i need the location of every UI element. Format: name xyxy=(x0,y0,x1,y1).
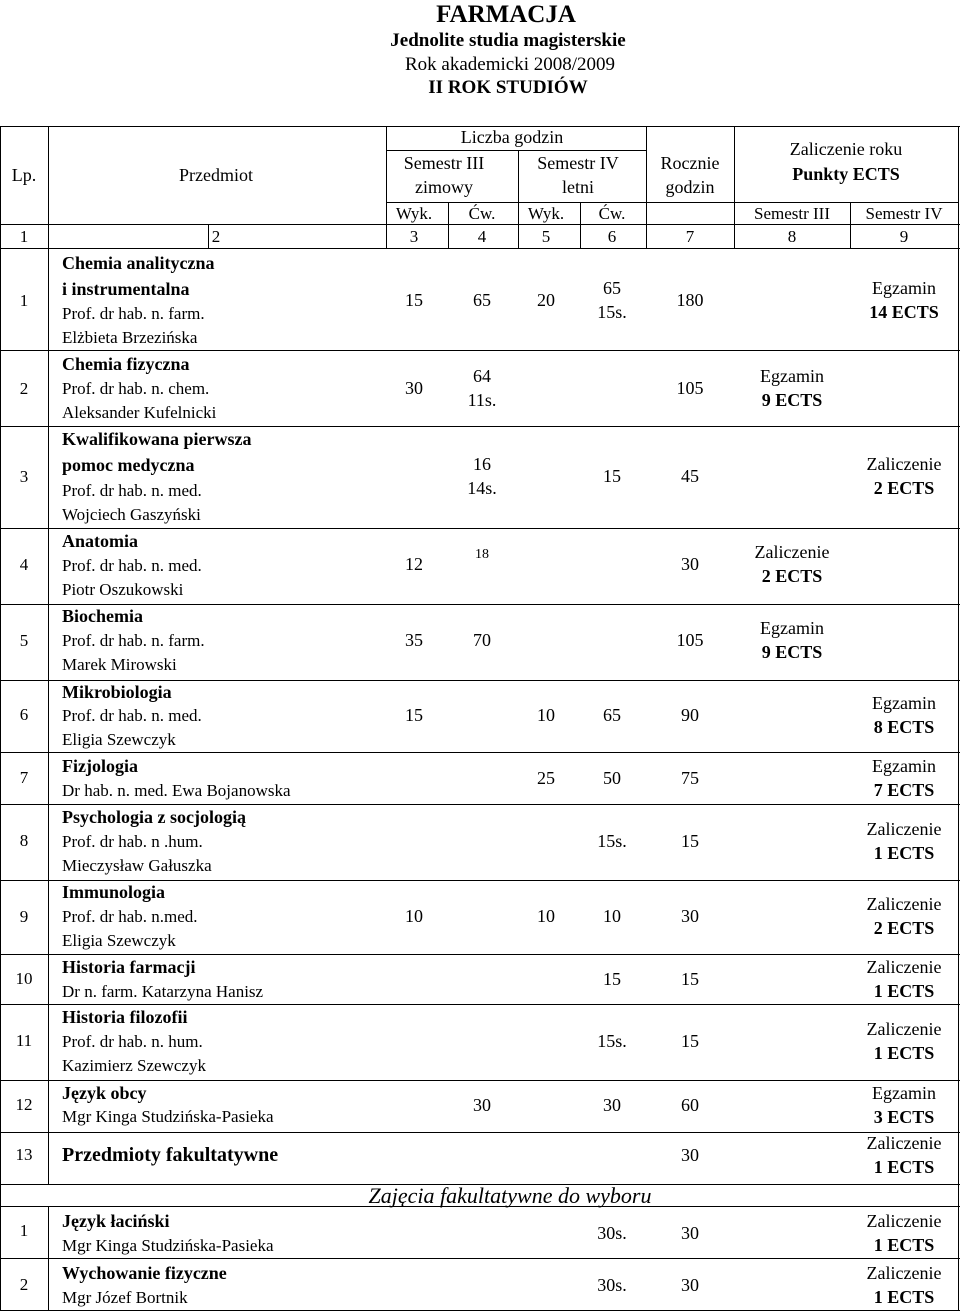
subject-name: Anatomia xyxy=(62,531,138,551)
teacher-name: Dr hab. n. med. Ewa Bojanowska xyxy=(62,781,291,800)
hours-value: 10 xyxy=(537,906,555,926)
credit-type: Zaliczenie xyxy=(754,542,830,562)
teacher-name: Mgr Kinga Studzińska-Pasieka xyxy=(62,1107,274,1126)
col-credit-sem3: Semestr III xyxy=(753,204,831,223)
credit-ects: 7 ECTS xyxy=(873,780,935,800)
col-num: 7 xyxy=(685,227,695,246)
hours-value: 18 xyxy=(475,547,489,562)
hours-value: 30 xyxy=(405,378,423,398)
hours-value: 30 xyxy=(473,1095,491,1115)
row-lp: 13 xyxy=(15,1145,33,1164)
subject-name: Chemia fizyczna xyxy=(62,354,190,374)
teacher-title: Prof. dr hab. n.med. xyxy=(62,907,198,926)
study-year: II ROK STUDIÓW xyxy=(428,77,588,98)
annual-hours: 30 xyxy=(681,554,699,574)
credit-type: Egzamin xyxy=(872,1083,936,1103)
hours-value: 12 xyxy=(405,554,423,574)
credit-type: Zaliczenie xyxy=(866,1263,942,1283)
hours-value: 65 xyxy=(603,278,621,298)
hours-value: 15 xyxy=(405,290,423,310)
hours-value: 10 xyxy=(405,906,423,926)
credit-type: Zaliczenie xyxy=(866,454,942,474)
annual-hours: 15 xyxy=(681,831,699,851)
academic-year: Rok akademicki 2008/2009 xyxy=(404,54,616,75)
teacher-name: Mgr Józef Bortnik xyxy=(62,1288,188,1307)
hours-value: 15 xyxy=(405,705,423,725)
col-credit-label: Zaliczenie roku xyxy=(789,139,903,159)
teacher-name: Kazimierz Szewczyk xyxy=(62,1056,206,1075)
col-sem3-label: Semestr III xyxy=(403,153,485,173)
col-subject: Przedmiot xyxy=(179,165,253,185)
annual-hours: 105 xyxy=(676,378,704,398)
credit-ects: 14 ECTS xyxy=(869,302,939,322)
subject-name: Biochemia xyxy=(62,606,143,626)
col-num: 4 xyxy=(477,227,487,246)
subject-name: Przedmioty fakultatywne xyxy=(62,1144,279,1166)
credit-type: Zaliczenie xyxy=(866,1019,942,1039)
col-wyk-sem3: Wyk. xyxy=(395,204,433,223)
hours-value: 35 xyxy=(405,630,423,650)
annual-hours: 30 xyxy=(681,1223,699,1243)
hours-value: 15 xyxy=(603,466,621,486)
subject-name: Historia filozofii xyxy=(62,1007,188,1027)
hours-value: 10 xyxy=(603,906,621,926)
row-lp: 5 xyxy=(19,631,29,650)
credit-type: Zaliczenie xyxy=(866,1133,942,1153)
subject-name: i instrumentalna xyxy=(62,279,190,299)
credit-ects: 2 ECTS xyxy=(873,478,935,498)
hours-value: 50 xyxy=(603,768,621,788)
teacher-title: Prof. dr hab. n. chem. xyxy=(62,379,210,398)
annual-hours: 105 xyxy=(676,630,704,650)
row-lp: 6 xyxy=(19,705,29,724)
row-lp: 8 xyxy=(19,831,29,850)
teacher-name: Dr n. farm. Katarzyna Hanisz xyxy=(62,982,264,1001)
row-lp: 1 xyxy=(19,291,29,310)
row-lp: 10 xyxy=(15,969,33,988)
hours-value: 11s. xyxy=(467,390,497,410)
hours-value: 15s. xyxy=(597,302,627,322)
row-lp: 1 xyxy=(19,1221,29,1240)
credit-ects: 1 ECTS xyxy=(873,1043,935,1063)
credit-type: Egzamin xyxy=(872,756,936,776)
row-lp: 11 xyxy=(15,1031,33,1050)
subject-name: Psychologia z socjologią xyxy=(62,807,246,827)
credit-ects: 9 ECTS xyxy=(761,642,823,662)
col-credit-sem4: Semestr IV xyxy=(865,204,943,223)
annual-hours: 15 xyxy=(681,969,699,989)
teacher-title: Prof. dr hab. n. farm. xyxy=(62,631,205,650)
row-lp: 2 xyxy=(19,379,29,398)
teacher-title: Prof. dr hab. n. med. xyxy=(62,481,202,500)
teacher-name: Eligia Szewczyk xyxy=(62,730,176,749)
hours-value: 10 xyxy=(537,705,555,725)
teacher-name: Eligia Szewczyk xyxy=(62,931,176,950)
col-credit-ects: Punkty ECTS xyxy=(792,164,900,184)
row-lp: 2 xyxy=(19,1275,29,1294)
annual-hours: 30 xyxy=(681,906,699,926)
hours-value: 25 xyxy=(537,768,555,788)
row-lp: 7 xyxy=(19,768,29,787)
hours-value: 65 xyxy=(603,705,621,725)
annual-hours: 180 xyxy=(676,290,704,310)
col-wyk-sem4: Wyk. xyxy=(527,204,565,223)
subject-name: Historia farmacji xyxy=(62,957,196,977)
teacher-name: Mgr Kinga Studzińska-Pasieka xyxy=(62,1236,274,1255)
credit-ects: 1 ECTS xyxy=(873,1157,935,1177)
annual-hours: 90 xyxy=(681,705,699,725)
col-num: 8 xyxy=(787,227,797,246)
subject-name: Immunologia xyxy=(62,882,166,902)
subject-name: Chemia analityczna xyxy=(62,253,215,273)
page-subtitle: Jednolite studia magisterskie xyxy=(390,30,626,51)
col-cw-sem3: Ćw. xyxy=(468,204,496,223)
credit-type: Zaliczenie xyxy=(866,957,942,977)
credit-ects: 8 ECTS xyxy=(873,717,935,737)
credit-ects: 3 ECTS xyxy=(873,1107,935,1127)
hours-value: 65 xyxy=(473,290,491,310)
hours-value: 16 xyxy=(473,454,491,474)
hours-value: 20 xyxy=(537,290,555,310)
credit-ects: 1 ECTS xyxy=(873,843,935,863)
subject-name: pomoc medyczna xyxy=(62,455,195,475)
credit-ects: 9 ECTS xyxy=(761,390,823,410)
teacher-name: Wojciech Gaszyński xyxy=(62,505,201,524)
teacher-name: Elżbieta Brzezińska xyxy=(62,328,198,347)
row-lp: 9 xyxy=(19,907,29,926)
credit-type: Zaliczenie xyxy=(866,894,942,914)
teacher-title: Prof. dr hab. n. farm. xyxy=(62,304,205,323)
hours-value: 30s. xyxy=(597,1223,627,1243)
credit-ects: 1 ECTS xyxy=(873,1287,935,1307)
electives-heading: Zajęcia fakultatywne do wyboru xyxy=(368,1183,652,1208)
annual-hours: 60 xyxy=(681,1095,699,1115)
hours-value: 70 xyxy=(473,630,491,650)
teacher-name: Aleksander Kufelnicki xyxy=(62,403,217,422)
row-lp: 4 xyxy=(19,555,29,574)
col-num: 6 xyxy=(607,227,617,246)
subject-name: Język łaciński xyxy=(62,1211,170,1231)
col-hours: Liczba godzin xyxy=(460,127,564,147)
col-sem4-sublabel: letni xyxy=(562,177,594,197)
hours-value: 15s. xyxy=(597,1031,627,1051)
credit-type: Egzamin xyxy=(760,618,824,638)
credit-type: Egzamin xyxy=(760,366,824,386)
hours-value: 15 xyxy=(603,969,621,989)
row-lp: 3 xyxy=(19,467,29,486)
credit-ects: 2 ECTS xyxy=(873,918,935,938)
col-num: 2 xyxy=(211,227,221,246)
hours-value: 14s. xyxy=(467,478,497,498)
subject-name: Mikrobiologia xyxy=(62,682,172,702)
annual-hours: 30 xyxy=(681,1275,699,1295)
credit-ects: 2 ECTS xyxy=(761,566,823,586)
credit-ects: 1 ECTS xyxy=(873,981,935,1001)
credit-type: Egzamin xyxy=(872,278,936,298)
col-num: 5 xyxy=(541,227,551,246)
credit-type: Zaliczenie xyxy=(866,819,942,839)
col-sem4-label: Semestr IV xyxy=(537,153,619,173)
teacher-title: Prof. dr hab. n. med. xyxy=(62,706,202,725)
subject-name: Wychowanie fizyczne xyxy=(62,1263,227,1283)
subject-name: Kwalifikowana pierwsza xyxy=(62,429,252,449)
teacher-name: Piotr Oszukowski xyxy=(62,580,184,599)
teacher-title: Prof. dr hab. n .hum. xyxy=(62,832,203,851)
annual-hours: 15 xyxy=(681,1031,699,1051)
subject-name: Język obcy xyxy=(62,1083,147,1103)
col-num: 1 xyxy=(19,227,29,246)
hours-value: 30 xyxy=(603,1095,621,1115)
col-num: 3 xyxy=(409,227,419,246)
credit-type: Egzamin xyxy=(872,693,936,713)
credit-ects: 1 ECTS xyxy=(873,1235,935,1255)
annual-hours: 75 xyxy=(681,768,699,788)
credit-type: Zaliczenie xyxy=(866,1211,942,1231)
page-title: FARMACJA xyxy=(436,1,576,28)
hours-value: 64 xyxy=(473,366,491,386)
hours-value: 15s. xyxy=(597,831,627,851)
annual-hours: 45 xyxy=(681,466,699,486)
col-lp: Lp. xyxy=(11,165,37,185)
teacher-title: Prof. dr hab. n. med. xyxy=(62,556,202,575)
col-sem3-sublabel: zimowy xyxy=(415,177,473,197)
col-num: 9 xyxy=(899,227,909,246)
col-annual-label: Rocznie xyxy=(660,153,720,173)
col-cw-sem4: Ćw. xyxy=(598,204,626,223)
hours-value: 30s. xyxy=(597,1275,627,1295)
subject-name: Fizjologia xyxy=(62,756,138,776)
col-annual-sublabel: godzin xyxy=(665,177,715,197)
row-lp: 12 xyxy=(15,1095,33,1114)
teacher-title: Prof. dr hab. n. hum. xyxy=(62,1032,203,1051)
annual-hours: 30 xyxy=(681,1145,699,1165)
teacher-name: Marek Mirowski xyxy=(62,655,177,674)
teacher-name: Mieczysław Gałuszka xyxy=(62,856,212,875)
